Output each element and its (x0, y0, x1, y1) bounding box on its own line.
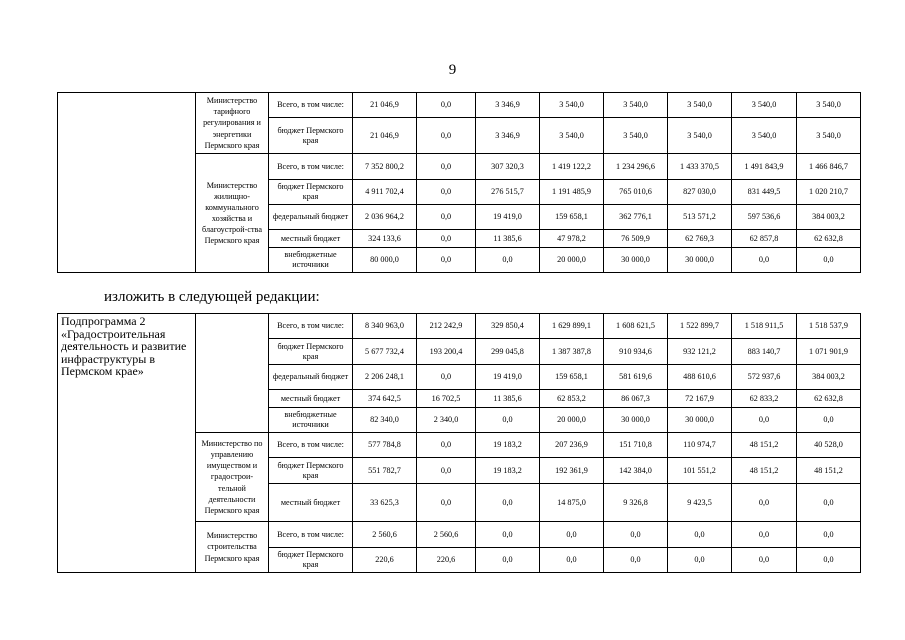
value-cell: 76 509,9 (604, 230, 668, 248)
value-cell: 0,0 (417, 154, 476, 180)
value-cell: 3 540,0 (540, 93, 604, 118)
value-cell: 0,0 (417, 484, 476, 522)
value-cell: 101 551,2 (668, 458, 732, 484)
value-cell: 581 619,6 (604, 365, 668, 390)
table-row (58, 93, 861, 118)
funding-source-label: федеральный бюджет (269, 205, 353, 230)
funding-source-label: бюджет Пермского края (269, 118, 353, 154)
value-cell: 0,0 (476, 548, 540, 573)
funding-source-label: бюджет Пермского края (269, 458, 353, 484)
value-cell: 14 875,0 (540, 484, 604, 522)
value-cell: 827 030,0 (668, 180, 732, 205)
value-cell: 30 000,0 (668, 408, 732, 433)
value-cell: 1 419 122,2 (540, 154, 604, 180)
value-cell: 513 571,2 (668, 205, 732, 230)
value-cell: 47 978,2 (540, 230, 604, 248)
value-cell: 207 236,9 (540, 433, 604, 458)
value-cell: 551 782,7 (353, 458, 417, 484)
value-cell: 193 200,4 (417, 339, 476, 365)
value-cell: 82 340,0 (353, 408, 417, 433)
value-cell: 0,0 (732, 408, 797, 433)
funding-source-label: Всего, в том числе: (269, 433, 353, 458)
value-cell: 33 625,3 (353, 484, 417, 522)
value-cell: 5 677 732,4 (353, 339, 417, 365)
funding-source-label: бюджет Пермского края (269, 548, 353, 573)
funding-source-label: Всего, в том числе: (269, 522, 353, 548)
value-cell: 0,0 (797, 522, 861, 548)
value-cell: 7 352 800,2 (353, 154, 417, 180)
value-cell: 1 191 485,9 (540, 180, 604, 205)
funding-source-label: Всего, в том числе: (269, 314, 353, 339)
value-cell: 110 974,7 (668, 433, 732, 458)
value-cell: 4 911 702,4 (353, 180, 417, 205)
funding-source-label: бюджет Пермского края (269, 180, 353, 205)
value-cell: 0,0 (732, 248, 797, 273)
value-cell: 9 423,5 (668, 484, 732, 522)
value-cell: 9 326,8 (604, 484, 668, 522)
value-cell: 0,0 (604, 548, 668, 573)
value-cell: 30 000,0 (604, 248, 668, 273)
value-cell: 1 020 210,7 (797, 180, 861, 205)
value-cell: 0,0 (732, 548, 797, 573)
value-cell: 11 385,6 (476, 390, 540, 408)
value-cell: 159 658,1 (540, 365, 604, 390)
value-cell: 1 071 901,9 (797, 339, 861, 365)
value-cell: 3 540,0 (797, 118, 861, 154)
value-cell: 2 560,6 (353, 522, 417, 548)
value-cell: 910 934,6 (604, 339, 668, 365)
table-row (58, 314, 861, 339)
value-cell: 1 522 899,7 (668, 314, 732, 339)
value-cell: 30 000,0 (604, 408, 668, 433)
value-cell: 0,0 (476, 408, 540, 433)
value-cell: 2 036 964,2 (353, 205, 417, 230)
value-cell: 21 046,9 (353, 93, 417, 118)
value-cell: 362 776,1 (604, 205, 668, 230)
value-cell: 0,0 (797, 484, 861, 522)
value-cell: 0,0 (732, 522, 797, 548)
executor-cell: Министерство жилищно-коммунального хозяйства и благоустрой-ства Пермского края (196, 154, 269, 273)
value-cell: 212 242,9 (417, 314, 476, 339)
value-cell: 384 003,2 (797, 205, 861, 230)
funding-source-label: Всего, в том числе: (269, 93, 353, 118)
value-cell: 16 702,5 (417, 390, 476, 408)
value-cell: 3 346,9 (476, 118, 540, 154)
value-cell: 932 121,2 (668, 339, 732, 365)
value-cell: 1 234 296,6 (604, 154, 668, 180)
value-cell: 1 466 846,7 (797, 154, 861, 180)
funding-source-label: местный бюджет (269, 230, 353, 248)
value-cell: 3 540,0 (668, 93, 732, 118)
value-cell: 1 518 537,9 (797, 314, 861, 339)
value-cell: 48 151,2 (797, 458, 861, 484)
value-cell: 1 629 899,1 (540, 314, 604, 339)
executor-cell: Министерство тарифного регулирования и энергетики Пермского края (196, 93, 269, 154)
value-cell: 2 206 248,1 (353, 365, 417, 390)
value-cell: 20 000,0 (540, 248, 604, 273)
value-cell: 0,0 (417, 230, 476, 248)
value-cell: 276 515,7 (476, 180, 540, 205)
value-cell: 142 384,0 (604, 458, 668, 484)
value-cell: 220,6 (353, 548, 417, 573)
value-cell: 307 320,3 (476, 154, 540, 180)
value-cell: 1 608 621,5 (604, 314, 668, 339)
value-cell: 159 658,1 (540, 205, 604, 230)
value-cell: 765 010,6 (604, 180, 668, 205)
value-cell: 3 540,0 (604, 93, 668, 118)
value-cell: 3 540,0 (668, 118, 732, 154)
value-cell: 11 385,6 (476, 230, 540, 248)
value-cell: 0,0 (540, 522, 604, 548)
value-cell: 19 419,0 (476, 365, 540, 390)
value-cell: 0,0 (417, 180, 476, 205)
value-cell: 0,0 (797, 248, 861, 273)
value-cell: 62 769,3 (668, 230, 732, 248)
budget-table-old (57, 92, 861, 273)
value-cell: 0,0 (732, 484, 797, 522)
value-cell: 19 419,0 (476, 205, 540, 230)
program-title: Подпрограмма 2 «Градостроительная деятельность и развитие инфраструктуры в Пермском крае» (58, 314, 196, 573)
funding-source-label: бюджет Пермского края (269, 339, 353, 365)
value-cell: 62 853,2 (540, 390, 604, 408)
value-cell: 21 046,9 (353, 118, 417, 154)
value-cell: 220,6 (417, 548, 476, 573)
value-cell: 62 632,8 (797, 390, 861, 408)
amendment-phrase: изложить в следующей редакции: (104, 289, 320, 305)
value-cell: 48 151,2 (732, 458, 797, 484)
value-cell: 2 560,6 (417, 522, 476, 548)
value-cell: 40 528,0 (797, 433, 861, 458)
value-cell: 80 000,0 (353, 248, 417, 273)
value-cell: 0,0 (417, 365, 476, 390)
value-cell: 20 000,0 (540, 408, 604, 433)
value-cell: 0,0 (668, 548, 732, 573)
funding-source-label: Всего, в том числе: (269, 154, 353, 180)
value-cell: 3 540,0 (732, 118, 797, 154)
value-cell: 8 340 963,0 (353, 314, 417, 339)
value-cell: 0,0 (417, 93, 476, 118)
value-cell: 86 067,3 (604, 390, 668, 408)
value-cell: 1 433 370,5 (668, 154, 732, 180)
value-cell: 0,0 (668, 522, 732, 548)
value-cell: 3 540,0 (732, 93, 797, 118)
value-cell: 0,0 (476, 248, 540, 273)
value-cell: 2 340,0 (417, 408, 476, 433)
value-cell: 62 857,8 (732, 230, 797, 248)
value-cell: 572 937,6 (732, 365, 797, 390)
value-cell: 0,0 (476, 522, 540, 548)
funding-source-label: местный бюджет (269, 390, 353, 408)
value-cell: 192 361,9 (540, 458, 604, 484)
value-cell: 329 850,4 (476, 314, 540, 339)
value-cell: 0,0 (417, 458, 476, 484)
value-cell: 0,0 (604, 522, 668, 548)
value-cell: 72 167,9 (668, 390, 732, 408)
funding-source-label: федеральный бюджет (269, 365, 353, 390)
value-cell: 577 784,8 (353, 433, 417, 458)
value-cell: 1 491 843,9 (732, 154, 797, 180)
funding-source-label: внебюджетные источники (269, 408, 353, 433)
value-cell: 62 833,2 (732, 390, 797, 408)
value-cell: 0,0 (417, 433, 476, 458)
value-cell: 3 540,0 (797, 93, 861, 118)
executor-cell: Министерство строительства Пермского края (196, 522, 269, 573)
funding-source-label: внебюджетные источники (269, 248, 353, 273)
budget-table-new (57, 313, 861, 573)
value-cell: 0,0 (417, 205, 476, 230)
executor-cell: Министерство по управлению имуществом и градострои-тельной деятельности Пермского края (196, 433, 269, 522)
value-cell: 30 000,0 (668, 248, 732, 273)
value-cell: 299 045,8 (476, 339, 540, 365)
value-cell: 1 387 387,8 (540, 339, 604, 365)
value-cell: 374 642,5 (353, 390, 417, 408)
value-cell: 597 536,6 (732, 205, 797, 230)
value-cell: 0,0 (417, 118, 476, 154)
value-cell: 488 610,6 (668, 365, 732, 390)
page-number: 9 (448, 62, 457, 78)
value-cell: 48 151,2 (732, 433, 797, 458)
value-cell: 384 003,2 (797, 365, 861, 390)
value-cell: 883 140,7 (732, 339, 797, 365)
executor-cell (196, 314, 269, 433)
value-cell: 0,0 (540, 548, 604, 573)
value-cell: 0,0 (417, 248, 476, 273)
value-cell: 62 632,8 (797, 230, 861, 248)
value-cell: 3 540,0 (540, 118, 604, 154)
value-cell: 831 449,5 (732, 180, 797, 205)
value-cell: 19 183,2 (476, 458, 540, 484)
value-cell: 324 133,6 (353, 230, 417, 248)
value-cell: 151 710,8 (604, 433, 668, 458)
program-cell (58, 93, 196, 273)
value-cell: 0,0 (797, 548, 861, 573)
value-cell: 3 540,0 (604, 118, 668, 154)
funding-source-label: местный бюджет (269, 484, 353, 522)
value-cell: 3 346,9 (476, 93, 540, 118)
value-cell: 19 183,2 (476, 433, 540, 458)
value-cell: 1 518 911,5 (732, 314, 797, 339)
value-cell: 0,0 (797, 408, 861, 433)
value-cell: 0,0 (476, 484, 540, 522)
